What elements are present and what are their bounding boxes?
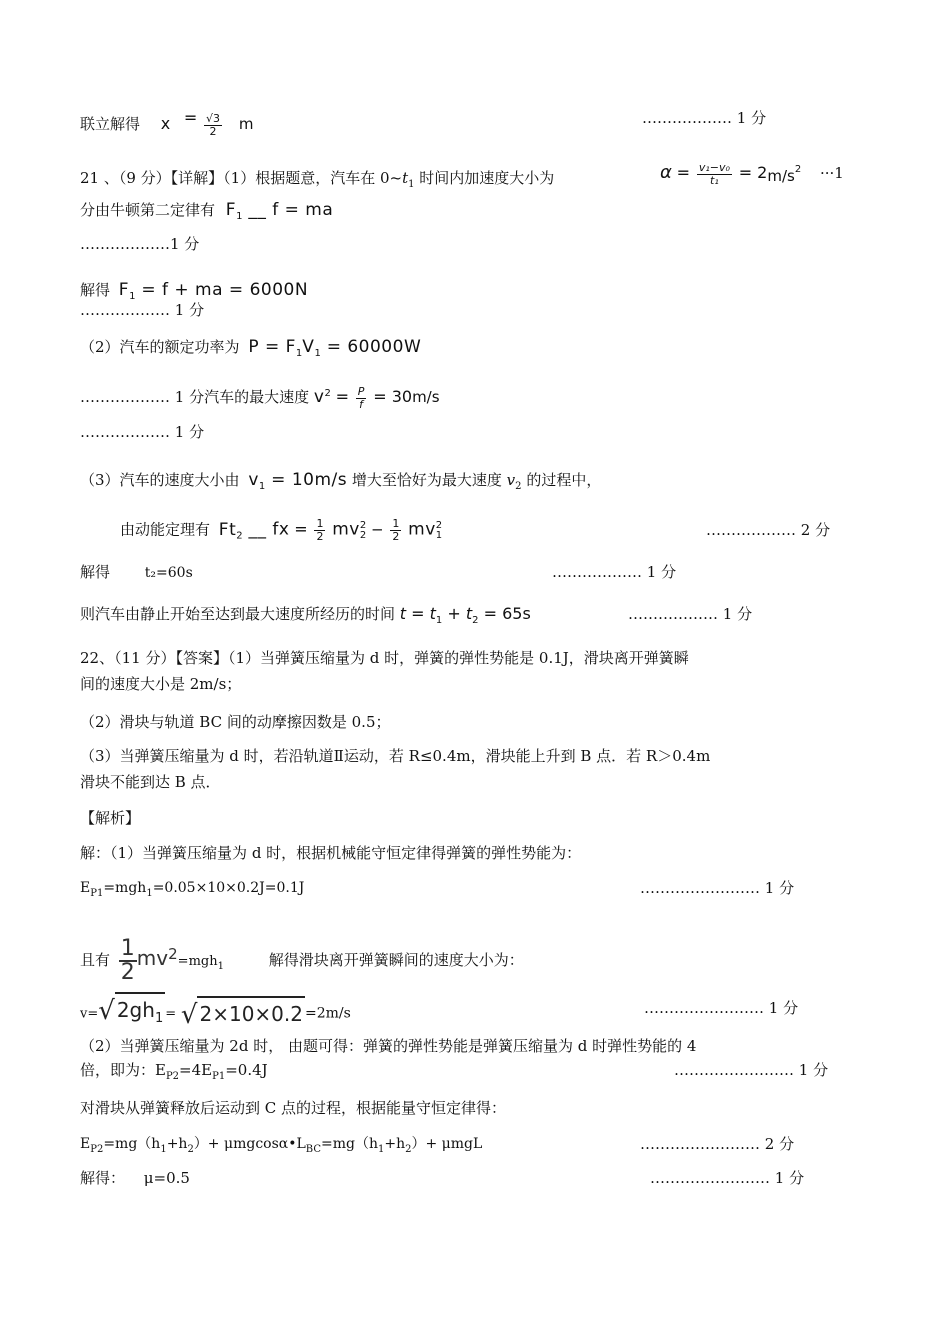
q22-velocity: v=√ $2gh_1$ = √ 2×10×0.2 =2m/s — [80, 992, 351, 1035]
q21-score7: ……………… 1 分 — [628, 605, 753, 623]
q22-score4: …………………… 2 分 — [640, 1135, 795, 1153]
score-1: ……………… 1 分 — [642, 109, 767, 127]
sqrt-2gh1: √ $2gh_1$ — [98, 992, 165, 1035]
q22-header-2: 间的速度大小是 2m/s； — [80, 675, 242, 693]
q21-score2: ………………1 分 — [80, 235, 200, 253]
fraction-P-over-f: $\frac{P}{f}$ — [357, 384, 365, 411]
q21-accel-formula: α = $\frac{\text{v₁−v₀}}{\text{t₁}}$ = $2m/s^2 \cdot\cdot\cdot 1$ — [660, 160, 844, 187]
q22-mu-result: 解得： μ=0.5 — [80, 1169, 190, 1187]
sqrt-2x10x02: √ 2×10×0.2 — [181, 996, 305, 1031]
var-x: x — [160, 114, 171, 133]
q22-score3: …………………… 1 分 — [674, 1061, 829, 1079]
q22-kinetic: 且有 $\frac{1}{2}mv^2=mgh_1$ 解得滑块离开弹簧瞬间的速度大小为： — [80, 936, 524, 985]
q21-line3: 解得 $F_1 = f$ + ma = 6000N — [80, 280, 309, 302]
fraction-dv-over-t1: $\frac{\text{v₁−v₀}}{\text{t₁}}$ — [698, 160, 730, 187]
fraction-sqrt3-over-2: $\frac{√3}{2}$ — [206, 111, 221, 138]
q21-result-t2: 解得 t₂=60s — [80, 563, 193, 581]
line-combined-solve: 联立解得 x = $\frac{√3}{2}$ m — [80, 108, 254, 138]
q22-score2: …………………… 1 分 — [644, 999, 799, 1017]
q22-step1: 解：（1）当弹簧压缩量为 d 时，根据机械能守恒定律得弹簧的弹性势能为： — [80, 844, 582, 862]
q22-step2: （2）当弹簧压缩量为 2d 时， 由题可得：弹簧的弹性势能是弹簧压缩量为 d 时弹性势能的 4 — [80, 1037, 697, 1055]
unit: m — [238, 115, 254, 133]
q22-answer-3: （3）当弹簧压缩量为 d 时，若沿轨道Ⅱ运动，若 R≤0.4m，滑块能上升到 B 点．若 R＞0.4m — [80, 747, 711, 765]
q22-ep1: $E_{P1}=mgh_1=0.05\times 10\times 0.2J=0.1J$ — [80, 880, 305, 899]
q22-header: 22、（11 分）【答案】（1）当弹簧压缩量为 d 时，弹簧的弹性势能是 0.1J，滑块离开弹簧瞬 — [80, 649, 689, 667]
q22-answer-2: （2）滑块与轨道 BC 间的动摩擦因数是 0.5； — [80, 713, 391, 731]
q21-total-time: 则汽车由静止开始至达到最大速度所经历的时间 $t = t_1 + t_2 = 65s$ — [80, 604, 531, 626]
q22-ep2: 倍，即为：$E_{P2}=4E_{P1}=0.4J$ — [80, 1061, 268, 1082]
q22-energy-eq: $E_{P2}=mg(h_1+h_2)+$ $\mu mgcos\alpha•L_{BC}=mg(h_1+h_2)+ \mu mgL$ — [80, 1136, 483, 1155]
q21-part2: （2）汽车的额定功率为 $P = F_1V_1 = 60000W$ — [80, 337, 422, 359]
q22-step3: 对滑块从弹簧释放后运动到 C 点的过程，根据能量守恒定律得： — [80, 1099, 507, 1117]
text: 联立解得 — [80, 115, 141, 133]
q21-score3: ……………… 1 分 — [80, 301, 205, 319]
q22-score1: …………………… 1 分 — [640, 879, 795, 897]
q21-part2-vmax: ……………… 1 分汽车的最大速度 $v^2$ = $\frac{P}{f}$ = 30m/s — [80, 384, 440, 411]
q22-answer-3b: 滑块不能到达 B 点． — [80, 773, 221, 791]
q21-header: 21 、（9 分）【详解】（1）根据题意，汽车在 $0\sim t_1$ 时间内加速度大小为 — [80, 169, 555, 190]
q21-score5: ……………… 2 分 — [706, 521, 831, 539]
q21-part3: （3）汽车的速度大小由 $v_1 = 10m/s$ 增大至恰好为最大速度 $v_2$ 的过程中， — [80, 470, 602, 492]
q22-score5: …………………… 1 分 — [650, 1169, 805, 1187]
q21-score4: ……………… 1 分 — [80, 423, 205, 441]
q21-line2: 分由牛顿第二定律有 $F_1$ __ f = ma — [80, 200, 334, 222]
q21-energy-theorem: 由动能定理有 $Ft_2$ __ fx = $\frac{1}{2}$ mv 2 2 − $\frac{1}{2}$ mv 2 1 — [120, 517, 443, 543]
q21-score6: ……………… 1 分 — [552, 563, 677, 581]
fraction-half: $\frac{1}{2}$ — [120, 936, 135, 985]
q22-analysis-title: 【解析】 — [80, 809, 141, 827]
